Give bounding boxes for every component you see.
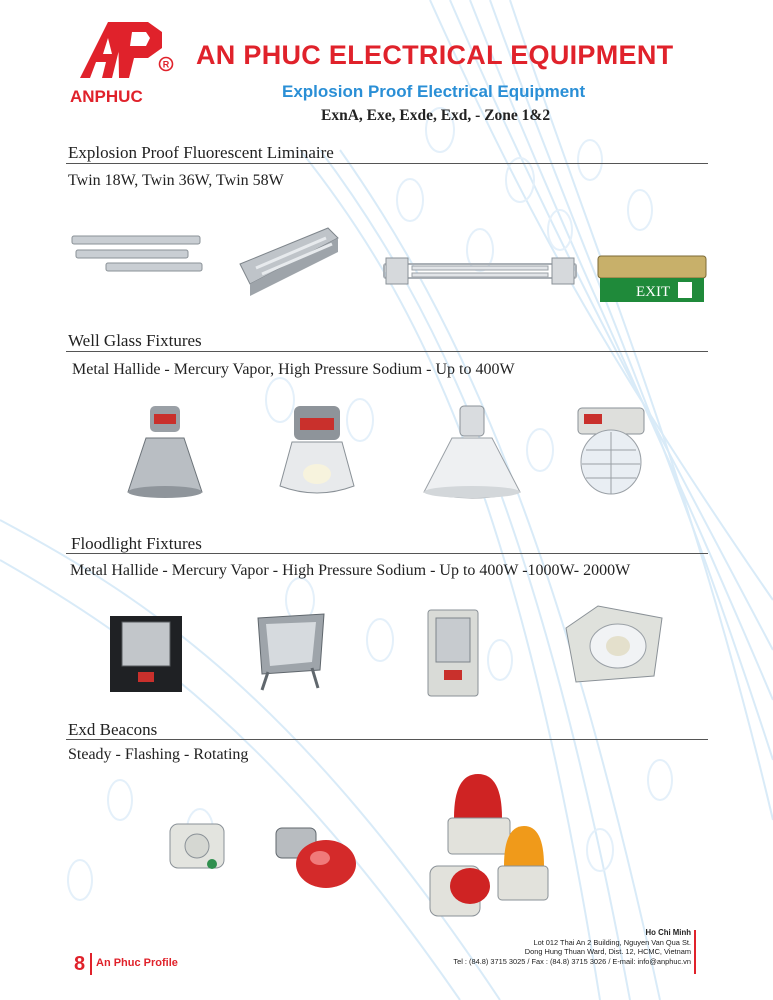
exit-sign-fixture-image xyxy=(596,252,708,306)
contact-city: Ho Chi Minh xyxy=(645,928,691,937)
caged-wellglass-fixture-image xyxy=(574,404,648,496)
section-divider xyxy=(66,739,708,740)
open-twin-tube-fitting-image xyxy=(382,254,578,288)
page-number: 8 xyxy=(74,953,86,975)
section-title-wellglass: Well Glass Fixtures xyxy=(68,331,202,350)
triple-tube-fluorescent-image xyxy=(66,228,212,276)
footer-divider xyxy=(90,953,92,975)
section-subtitle-fluorescent: Twin 18W, Twin 36W, Twin 58W xyxy=(68,172,284,189)
exit-sign-text: EXIT xyxy=(636,284,671,300)
footer-page-label: An Phuc Profile xyxy=(96,957,178,969)
section-subtitle-wellglass: Metal Hallide - Mercury Vapor, High Pressure Sodium - Up to 400W xyxy=(72,361,515,378)
white-reflector-highbay-image xyxy=(278,404,356,496)
anphuc-logo xyxy=(68,18,176,106)
page-subtitle: Explosion Proof Electrical Equipment xyxy=(282,82,586,101)
grey-fluorescent-enclosure-image xyxy=(236,224,340,296)
section-subtitle-floodlight: Metal Hallide - Mercury Vapor - High Pressure Sodium - Up to 400W -1000W- 2000W xyxy=(70,562,631,579)
black-floodlight-image xyxy=(108,612,184,696)
aluminium-reflector-highbay-image xyxy=(126,402,204,498)
section-title-floodlight: Floodlight Fixtures xyxy=(71,534,202,553)
vertical-floodlight-image xyxy=(426,608,480,698)
section-divider xyxy=(66,163,708,164)
contact-phone-email: Tel : (84.8) 3715 3025 / Fax : (84.8) 3715 3026 / E-mail: info@anphuc.vn xyxy=(453,956,691,966)
contact-address-2: Dong Hung Thuan Ward, Dist. 12, HCMC, Vietnam xyxy=(524,947,691,957)
section-divider xyxy=(66,553,708,554)
square-floodlight-image xyxy=(562,602,666,686)
red-rotating-beacon-image xyxy=(274,820,358,890)
contact-block xyxy=(453,928,691,966)
svg-text:R: R xyxy=(162,59,170,70)
section-subtitle-beacons: Steady - Flashing - Rotating xyxy=(68,746,249,763)
contact-address-1: Lot 012 Thai An 2 Building, Nguyen Van Qua St. xyxy=(533,937,691,947)
wide-white-reflector-highbay-image xyxy=(422,404,522,500)
section-title-fluorescent: Explosion Proof Fluorescent Liminaire xyxy=(68,143,334,162)
compact-steady-beacon-image xyxy=(162,816,232,876)
zone-line: ExnA, Exe, Exde, Exd, - Zone 1&2 xyxy=(321,107,551,124)
logo-text: ANPHUC xyxy=(70,87,143,106)
grey-framed-floodlight-image xyxy=(252,612,328,692)
beacon-group-red-amber-image xyxy=(426,770,550,922)
section-divider xyxy=(66,351,708,352)
contact-divider xyxy=(694,930,696,974)
section-title-beacons: Exd Beacons xyxy=(68,720,158,739)
page-title: AN PHUC ELECTRICAL EQUIPMENT xyxy=(196,40,674,70)
